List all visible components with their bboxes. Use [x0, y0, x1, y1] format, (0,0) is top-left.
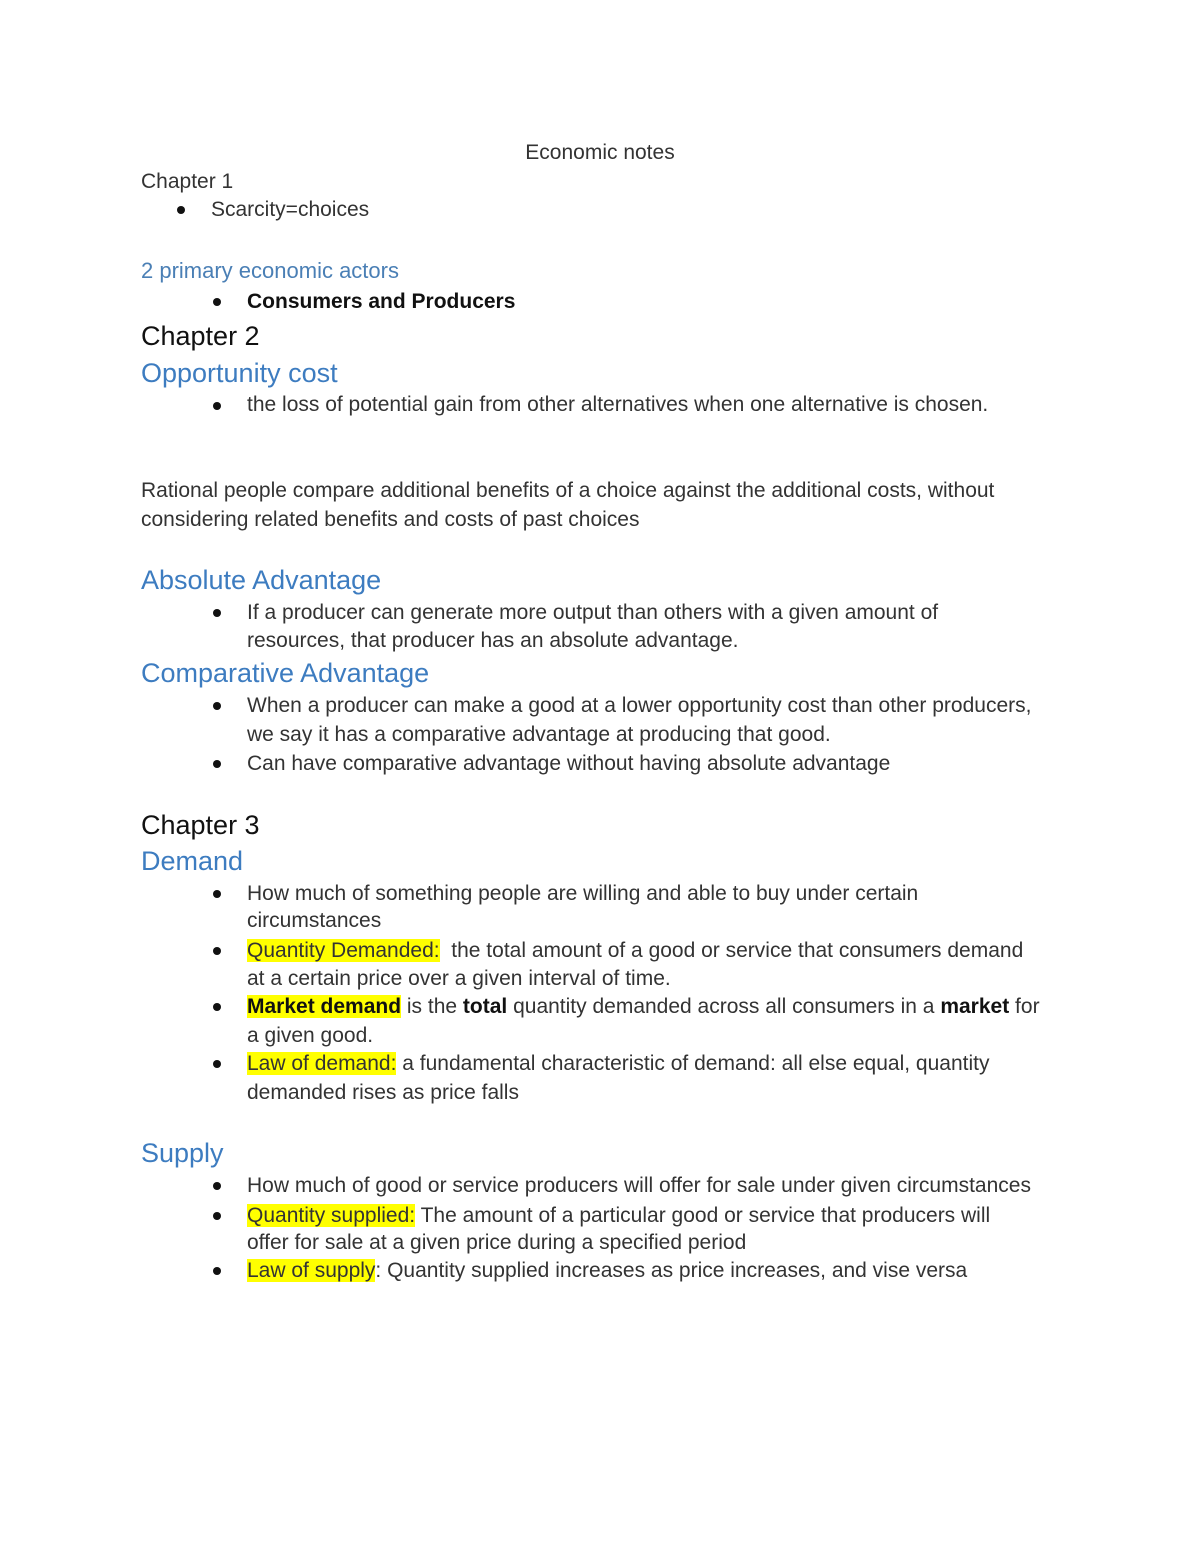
law-of-supply-text: : Quantity supplied increases as price increases, and vise versa [375, 1259, 968, 1282]
bullet-dot [213, 1212, 221, 1220]
bullet-dot [213, 1003, 221, 1011]
bullet-dot [213, 609, 221, 617]
supply-definition: How much of good or service producers will offer for sale under given circumstances [247, 1174, 1031, 1197]
bullet-dot [177, 206, 185, 214]
demand-definition-line-1: How much of something people are willing and able to buy under certain [247, 882, 919, 905]
law-of-demand-term: Law of demand: [247, 1052, 397, 1075]
demand-heading: Demand [141, 846, 244, 876]
quantity-supplied-line-2: offer for sale at a given price during a specified period [247, 1231, 747, 1254]
absolute-advantage-line-2: resources, that producer has an absolute advantage. [247, 629, 739, 652]
economic-actors-subheading: 2 primary economic actors [141, 258, 399, 283]
demand-definition-line-2: circumstances [247, 909, 382, 932]
total-emphasis: total [462, 995, 508, 1018]
bullet-dot [213, 1267, 221, 1275]
bullet-dot [213, 760, 221, 768]
rational-people-line-2: considering related benefits and costs of past choices [141, 508, 640, 531]
absolute-advantage-line-1: If a producer can generate more output than others with a given amount of [247, 601, 939, 624]
opportunity-cost-heading: Opportunity cost [141, 358, 338, 388]
comparative-without-absolute: Can have comparative advantage without having absolute advantage [247, 752, 891, 775]
chapter-3-heading: Chapter 3 [141, 810, 260, 840]
law-of-demand-text: a fundamental characteristic of demand: all else equal, quantity [396, 1052, 990, 1075]
bullet-dot [213, 890, 221, 898]
market-demand-text: for [1009, 995, 1040, 1018]
market-demand-line-2: a given good. [247, 1024, 374, 1047]
consumers-producers-bullet: Consumers and Producers [247, 290, 516, 313]
law-of-demand-line-2: demanded rises as price falls [247, 1081, 519, 1104]
market-demand-line-1 [247, 993, 1040, 1022]
law-of-demand-line-1 [247, 1050, 989, 1079]
bullet-dot [213, 1060, 221, 1068]
market-demand-term: Market demand [247, 995, 402, 1018]
comparative-advantage-heading: Comparative Advantage [141, 658, 430, 688]
quantity-demanded-term: Quantity Demanded: [247, 939, 440, 962]
bullet-dot [213, 947, 221, 955]
quantity-demanded-line-1 [247, 937, 1023, 966]
bullet-dot [213, 298, 221, 306]
scarcity-bullet: Scarcity=choices [211, 198, 370, 221]
law-of-supply-line [247, 1257, 967, 1286]
market-emphasis: market [940, 995, 1010, 1018]
quantity-demanded-line-2: at a certain price over a given interval of time. [247, 967, 671, 990]
bullet-dot [213, 1182, 221, 1190]
comparative-advantage-line-2: we say it has a comparative advantage at producing that good. [247, 723, 831, 746]
law-of-supply-term: Law of supply [247, 1259, 376, 1282]
absolute-advantage-heading: Absolute Advantage [141, 565, 382, 595]
supply-heading: Supply [141, 1138, 224, 1168]
chapter-1-heading: Chapter 1 [141, 170, 234, 193]
bullet-dot [213, 702, 221, 710]
quantity-demanded-text: the total amount of a good or service that consumers demand [439, 939, 1024, 962]
rational-people-line-1: Rational people compare additional benefits of a choice against the additional costs, without [141, 479, 995, 502]
bullet-dot [213, 402, 221, 410]
market-demand-text: is the [401, 995, 463, 1018]
comparative-advantage-line-1: When a producer can make a good at a lower opportunity cost than other producers, [247, 694, 1032, 717]
opportunity-cost-definition: the loss of potential gain from other alternatives when one alternative is chosen. [247, 393, 989, 416]
market-demand-text: quantity demanded across all consumers in a [507, 995, 941, 1018]
document-title: Economic notes [525, 141, 675, 164]
quantity-supplied-term: Quantity supplied: [247, 1204, 416, 1227]
quantity-supplied-text: The amount of a particular good or service that producers will [415, 1204, 991, 1227]
chapter-2-heading: Chapter 2 [141, 321, 260, 351]
quantity-supplied-line-1 [247, 1202, 990, 1231]
